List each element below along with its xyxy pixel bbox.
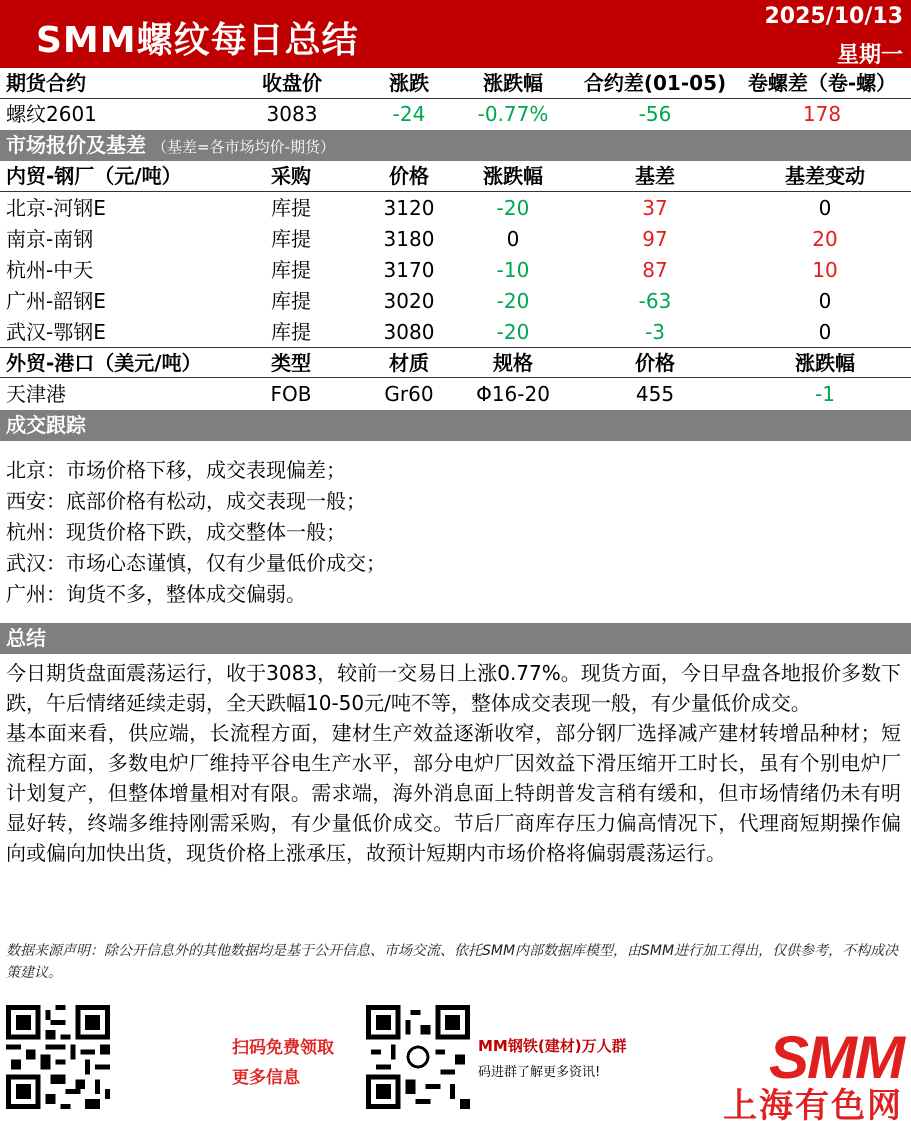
domestic-change: -20 <box>496 320 530 344</box>
domestic-change: -20 <box>496 196 530 220</box>
summary-paragraph: 今日期货盘面震荡运行，收于3083，较前一交易日上涨0.77%。现货方面，今日早盘各地报价多数下跌，午后情绪延续走弱，全天跌幅10-50元/吨不等，整体成交表现一般，有少量低价成交。 <box>6 661 901 715</box>
domestic-basis-change: 0 <box>818 196 832 220</box>
futures-col-spread: 合约差(01-05) <box>583 71 727 95</box>
domestic-basis-change: 10 <box>812 258 838 282</box>
foreign-spec: Φ16-20 <box>476 382 550 406</box>
foreign-col-change: 涨跌幅 <box>795 351 855 375</box>
data-disclaimer: 数据来源声明：除公开信息外的其他数据均是基于公开信息、市场交流、依托SMM内部数据库模型，由SMM进行加工得出，仅供参考，不构成决策建议。 <box>6 943 899 981</box>
domestic-basis-change: 0 <box>818 289 832 313</box>
futures-row <box>0 99 911 130</box>
futures-change: -24 <box>392 102 426 126</box>
report-title: SMM螺纹每日总结 <box>36 20 359 61</box>
futures-col-change-pct: 涨跌幅 <box>483 71 543 95</box>
trade-line: 广州：询货不多，整体成交偏弱。 <box>6 582 306 606</box>
foreign-material: Gr60 <box>384 382 434 406</box>
futures-col-change: 涨跌 <box>389 71 429 95</box>
domestic-row <box>0 286 911 317</box>
market-section-bar <box>0 130 911 161</box>
qr-code-icon[interactable] <box>6 1005 110 1109</box>
trade-section-title: 成交跟踪 <box>6 413 86 437</box>
domestic-price: 3180 <box>383 227 435 251</box>
domestic-basis: 97 <box>642 227 668 251</box>
foreign-change: -1 <box>815 382 835 406</box>
domestic-row <box>0 255 911 286</box>
domestic-price: 3120 <box>383 196 435 220</box>
report-weekday: 星期一 <box>836 43 903 68</box>
futures-col-close: 收盘价 <box>262 71 322 95</box>
promo-text <box>232 1033 334 1093</box>
domestic-col-purchase: 采购 <box>271 164 311 188</box>
domestic-basis: 87 <box>642 258 668 282</box>
foreign-type: FOB <box>270 382 312 406</box>
trade-line: 西安：底部价格有松动，成交表现一般； <box>6 489 366 513</box>
domestic-basis-change: 0 <box>818 320 832 344</box>
domestic-col-basis-change: 基差变动 <box>785 164 865 188</box>
summary-paragraph: 基本面来看，供应端，长流程方面，建材生产效益逐渐收窄，部分钢厂选择减产建材转增品种材；短流程方面，多数电炉厂维持平谷电生产水平，部分电炉厂因效益下滑压缩开工时长，虽有个别电炉厂计划复产，但整体增量相对有限。需求端，海外消息面上特朗普发言稍有缓和，但市场情绪仍未有明显好转，终端多维持刚需采购，有少量低价成交。节后厂商库存压力偏高情况下，代理商短期操作偏向或偏向加快出货，现货价格上涨承压，故预计短期内市场价格将偏弱震荡运行。 <box>6 721 901 865</box>
domestic-market: 南京-南钢 <box>6 227 94 251</box>
domestic-header-row <box>0 161 911 192</box>
domestic-change: -10 <box>496 258 530 282</box>
domestic-price: 3170 <box>383 258 435 282</box>
market-section-title: 市场报价及基差 <box>6 133 146 157</box>
foreign-col-type: 类型 <box>271 351 311 375</box>
domestic-purchase: 库提 <box>271 196 311 220</box>
domestic-change: 0 <box>506 227 520 251</box>
futures-col-contract: 期货合约 <box>6 71 86 95</box>
domestic-purchase: 库提 <box>271 227 311 251</box>
domestic-price: 3080 <box>383 320 435 344</box>
foreign-col-port: 外贸-港口（美元/吨） <box>6 351 202 375</box>
foreign-col-price: 价格 <box>635 351 675 375</box>
domestic-col-market: 内贸-钢厂（元/吨） <box>6 164 182 188</box>
group-qr-code-icon[interactable] <box>366 1005 470 1109</box>
promo-line-1: 扫码免费领取 <box>232 1038 334 1058</box>
foreign-price: 455 <box>635 382 675 406</box>
domestic-purchase: 库提 <box>271 258 311 282</box>
domestic-col-basis: 基差 <box>635 164 675 188</box>
domestic-market: 武汉-鄂钢E <box>6 320 106 344</box>
domestic-market: 北京-河钢E <box>6 196 106 220</box>
trade-section-bar <box>0 410 911 441</box>
foreign-col-material: 材质 <box>389 351 429 375</box>
foreign-col-spec: 规格 <box>493 351 533 375</box>
trade-line: 武汉：市场心态谨慎，仅有少量低价成交； <box>6 551 386 575</box>
domestic-col-price: 价格 <box>389 164 429 188</box>
domestic-purchase: 库提 <box>271 289 311 313</box>
foreign-port: 天津港 <box>6 382 66 406</box>
market-section-note: （基差=各市场均价-期货） <box>152 138 335 156</box>
futures-change-pct: -0.77% <box>477 102 549 126</box>
domestic-basis: -63 <box>638 289 672 313</box>
promo-line-2: 更多信息 <box>232 1068 300 1088</box>
foreign-row <box>0 379 911 410</box>
group-subtitle: 码进群了解更多资讯! <box>478 1065 601 1080</box>
summary-section-bar <box>0 623 911 654</box>
domestic-col-change: 涨跌幅 <box>483 164 543 188</box>
domestic-change: -20 <box>496 289 530 313</box>
domestic-basis-change: 20 <box>812 227 838 251</box>
domestic-market: 广州-韶钢E <box>6 289 106 313</box>
group-title: MM钢铁(建材)万人群 <box>478 1037 627 1055</box>
summary-section-title: 总结 <box>6 626 46 650</box>
domestic-row <box>0 224 911 255</box>
trade-line: 北京：市场价格下移，成交表现偏差； <box>6 458 346 482</box>
trade-list <box>6 455 906 610</box>
domestic-price: 3020 <box>383 289 435 313</box>
domestic-basis: -3 <box>645 320 665 344</box>
domestic-market: 杭州-中天 <box>6 258 94 282</box>
futures-close: 3083 <box>266 102 318 126</box>
domestic-row <box>0 193 911 224</box>
domestic-row <box>0 317 911 348</box>
report-header <box>0 0 911 68</box>
futures-hc-rb: 178 <box>802 102 842 126</box>
futures-spread: -56 <box>638 102 672 126</box>
domestic-purchase: 库提 <box>271 320 311 344</box>
futures-col-hc-rb: 卷螺差（卷-螺） <box>747 71 897 95</box>
smm-logo-cn: 上海有色网 <box>723 1086 903 1121</box>
trade-line: 杭州：现货价格下跌，成交整体一般； <box>6 520 346 544</box>
futures-contract: 螺纹2601 <box>6 102 97 126</box>
summary-body <box>6 658 901 868</box>
report-date: 2025/10/13 <box>764 4 903 29</box>
futures-header-row <box>0 68 911 99</box>
domestic-basis: 37 <box>642 196 668 220</box>
footer <box>0 995 911 1121</box>
foreign-header-row <box>0 347 911 378</box>
smm-logo: SMM <box>769 1024 903 1091</box>
